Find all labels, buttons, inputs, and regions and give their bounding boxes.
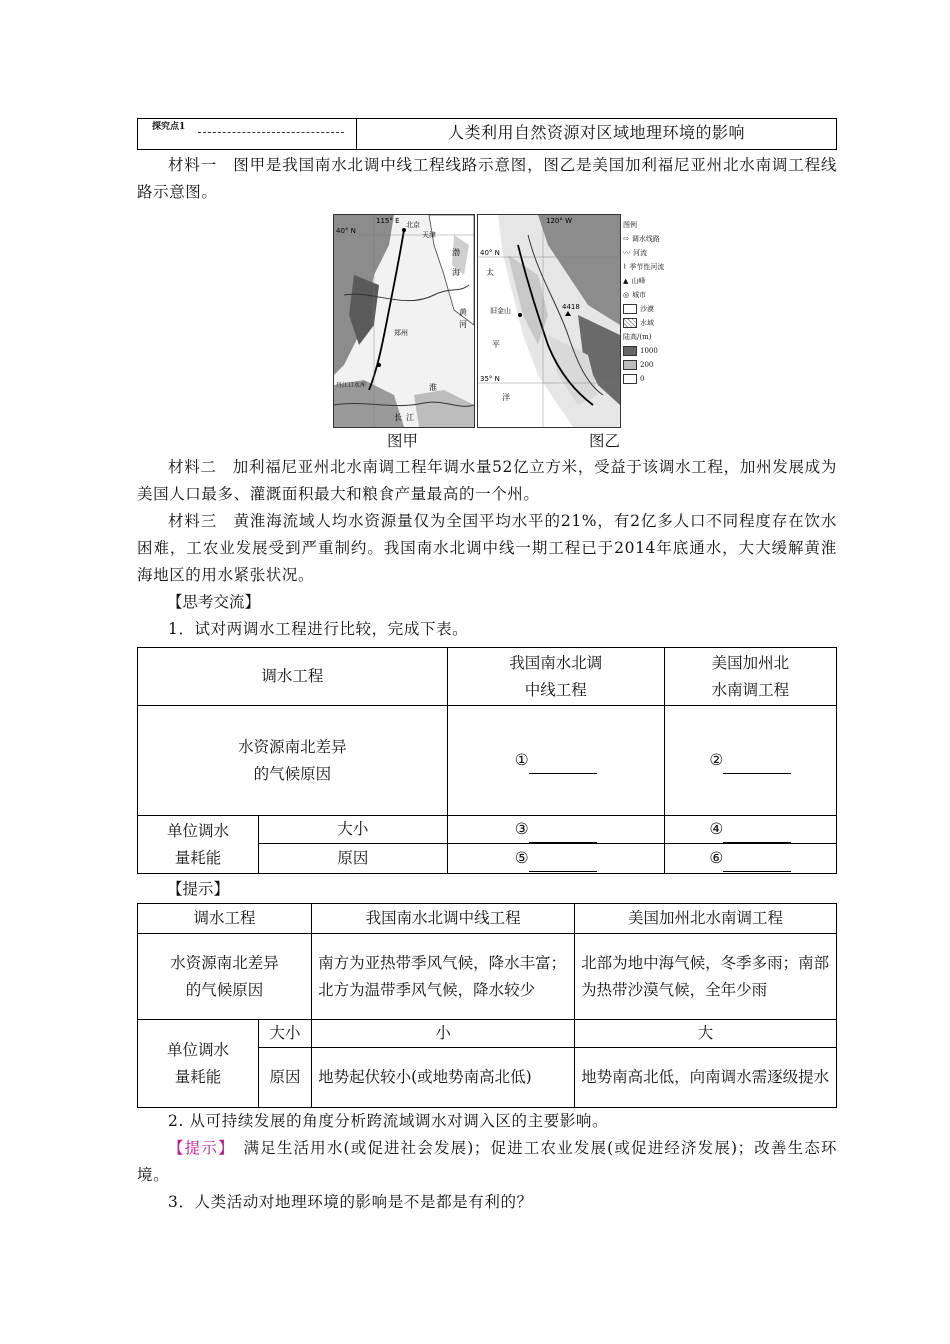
t2-size-label: 大小 — [259, 1020, 312, 1048]
material-1: 材料一 图甲是我国南水北调中线工程线路示意图，图乙是美国加利福尼亚州北水南调工程线路示意图。 — [137, 156, 837, 201]
t1-header-china: 我国南水北调 中线工程 — [447, 648, 664, 706]
question-1: 1．试对两调水工程进行比较，完成下表。 — [168, 620, 469, 638]
t1-cell-2[interactable]: ② — [664, 706, 836, 816]
t2-china-climate: 南方为亚热带季风气候，降水丰富；北方为温带季风气候，降水较少 — [312, 934, 575, 1020]
legend-elevation-high: 1000 — [623, 344, 703, 358]
answer-blank[interactable] — [723, 755, 791, 774]
answer-2-label: 【提示】 — [168, 1139, 227, 1157]
svg-text:平: 平 — [492, 340, 500, 349]
t1-reason-label: 原因 — [259, 844, 448, 874]
t2-header-project: 调水工程 — [138, 904, 312, 934]
legend-item-desert: 沙漠 — [623, 302, 703, 316]
svg-text:海: 海 — [452, 268, 460, 277]
svg-text:长: 长 — [394, 413, 402, 422]
svg-text:江: 江 — [406, 413, 414, 422]
elevation-high-swatch — [623, 346, 637, 356]
t2-usa-climate: 北部为地中海气候，冬季多雨；南部为热带沙漠气候，全年少雨 — [575, 934, 837, 1020]
section-tag-cell — [138, 119, 357, 149]
t2-row-climate-label: 水资源南北差异 的气候原因 — [138, 934, 312, 1020]
city-icon: ◎ — [623, 291, 630, 299]
tag-dashed-line — [198, 132, 344, 133]
map-a-drawing — [334, 215, 474, 427]
legend-item-city: ◎ 城市 — [623, 288, 703, 302]
svg-text:40° N: 40° N — [336, 227, 356, 235]
t1-cell-5[interactable]: ⑤ — [447, 844, 664, 874]
question-3: 3．人类活动对地理环境的影响是不是都是有利的？ — [168, 1193, 533, 1211]
svg-text:旧金山: 旧金山 — [490, 307, 511, 315]
hint-heading: 【提示】 — [167, 880, 230, 898]
t2-china-size: 小 — [312, 1020, 575, 1048]
svg-text:天津: 天津 — [422, 231, 436, 239]
svg-text:渤: 渤 — [452, 248, 460, 257]
legend-item-route: ⇨ 调水线路 — [623, 232, 703, 246]
answer-table — [137, 903, 837, 1108]
answer-2-text: 满足生活用水(或促进社会发展)；促进工农业发展(或促进经济发展)；改善生态环境。 — [137, 1139, 838, 1184]
svg-text:40° N: 40° N — [480, 249, 500, 257]
answer-2 — [137, 1135, 837, 1189]
section-tag: 探究点1 — [152, 122, 186, 132]
elevation-mid-swatch — [623, 360, 637, 370]
legend-elevation-low: 0 — [623, 372, 703, 386]
svg-text:洋: 洋 — [502, 393, 510, 402]
map-captions — [137, 428, 837, 454]
arrow-icon: ⇨ — [623, 235, 629, 243]
answer-blank[interactable] — [723, 853, 791, 872]
peak-icon: ▲ — [623, 277, 629, 285]
t1-cell-6[interactable]: ⑥ — [664, 844, 836, 874]
map-b — [477, 214, 621, 428]
t2-usa-size: 大 — [575, 1020, 837, 1048]
answer-blank[interactable] — [723, 824, 791, 843]
t1-cell-4[interactable]: ④ — [664, 816, 836, 844]
svg-text:北京: 北京 — [406, 221, 420, 229]
document-page — [137, 118, 837, 1216]
legend-item-peak: ▲ 山峰 — [623, 274, 703, 288]
legend-elevation-title: 陆高/(m) — [623, 333, 652, 341]
elevation-low-swatch — [623, 374, 637, 384]
answer-blank[interactable] — [529, 853, 597, 872]
caption-map-b: 图乙 — [589, 432, 621, 450]
svg-text:丹江口水库: 丹江口水库 — [336, 382, 367, 389]
comparison-table — [137, 647, 837, 874]
t1-energy-label: 单位调水 量耗能 — [138, 816, 259, 874]
dashed-river-icon: ⌇ — [623, 263, 627, 271]
t1-row-climate-label: 水资源南北差异 的气候原因 — [138, 706, 448, 816]
svg-text:35° N: 35° N — [480, 375, 500, 383]
section-header — [137, 118, 837, 150]
material-3: 材料三 黄淮海流域人均水资源量仅为全国平均水平的21%，有2亿多人口不同程度存在饮水困难，工农业发展受到严重制约。我国南水北调中线一期工程已于2014年底通水，大大缓解黄淮海地区的用水紧张状况。 — [137, 512, 837, 584]
svg-text:115° E: 115° E — [376, 217, 400, 225]
svg-text:河: 河 — [459, 320, 467, 329]
answer-blank[interactable] — [529, 824, 597, 843]
legend-item-river: 〰 河流 — [623, 246, 703, 260]
svg-text:淮: 淮 — [429, 383, 437, 392]
legend-title: 图例 — [623, 221, 637, 229]
t2-energy-label: 单位调水 量耗能 — [138, 1020, 259, 1108]
t1-header-project: 调水工程 — [138, 648, 448, 706]
t2-china-reason: 地势起伏较小(或地势南高北低) — [312, 1048, 575, 1108]
t2-header-china: 我国南水北调中线工程 — [312, 904, 575, 934]
svg-text:郑州: 郑州 — [394, 329, 408, 337]
map-a — [333, 214, 475, 428]
question-2: 2. 从可持续发展的角度分析跨流域调水对调入区的主要影响。 — [168, 1112, 609, 1130]
section-title: 人类利用自然资源对区域地理环境的影响 — [447, 123, 745, 142]
maps-figure — [137, 214, 837, 428]
t2-header-usa: 美国加州北水南调工程 — [575, 904, 837, 934]
t1-size-label: 大小 — [259, 816, 448, 844]
water-swatch — [623, 318, 637, 328]
river-icon: 〰 — [623, 249, 630, 257]
desert-swatch — [623, 304, 637, 314]
t1-cell-3[interactable]: ③ — [447, 816, 664, 844]
think-heading: 【思考交流】 — [167, 593, 261, 611]
svg-text:太: 太 — [486, 268, 494, 277]
t1-header-usa: 美国加州北 水南调工程 — [664, 648, 836, 706]
legend-elevation-mid: 200 — [623, 358, 703, 372]
svg-text:120° W: 120° W — [546, 217, 573, 225]
answer-blank[interactable] — [529, 755, 597, 774]
t2-reason-label: 原因 — [259, 1048, 312, 1108]
t1-cell-1[interactable]: ① — [447, 706, 664, 816]
map-legend — [623, 218, 703, 386]
svg-text:4418: 4418 — [562, 303, 580, 311]
caption-map-a: 图甲 — [387, 432, 419, 450]
map-b-drawing — [478, 215, 620, 427]
t2-usa-reason: 地势南高北低，向南调水需逐级提水 — [575, 1048, 837, 1108]
material-2: 材料二 加利福尼亚州北水南调工程年调水量52亿立方米，受益于该调水工程，加州发展成为美国人口最多、灌溉面积最大和粮食产量最高的一个州。 — [137, 458, 837, 503]
legend-item-seasonal-river: ⌇ 季节性河流 — [623, 260, 703, 274]
legend-item-water: 水域 — [623, 316, 703, 330]
svg-text:黄: 黄 — [459, 308, 467, 317]
